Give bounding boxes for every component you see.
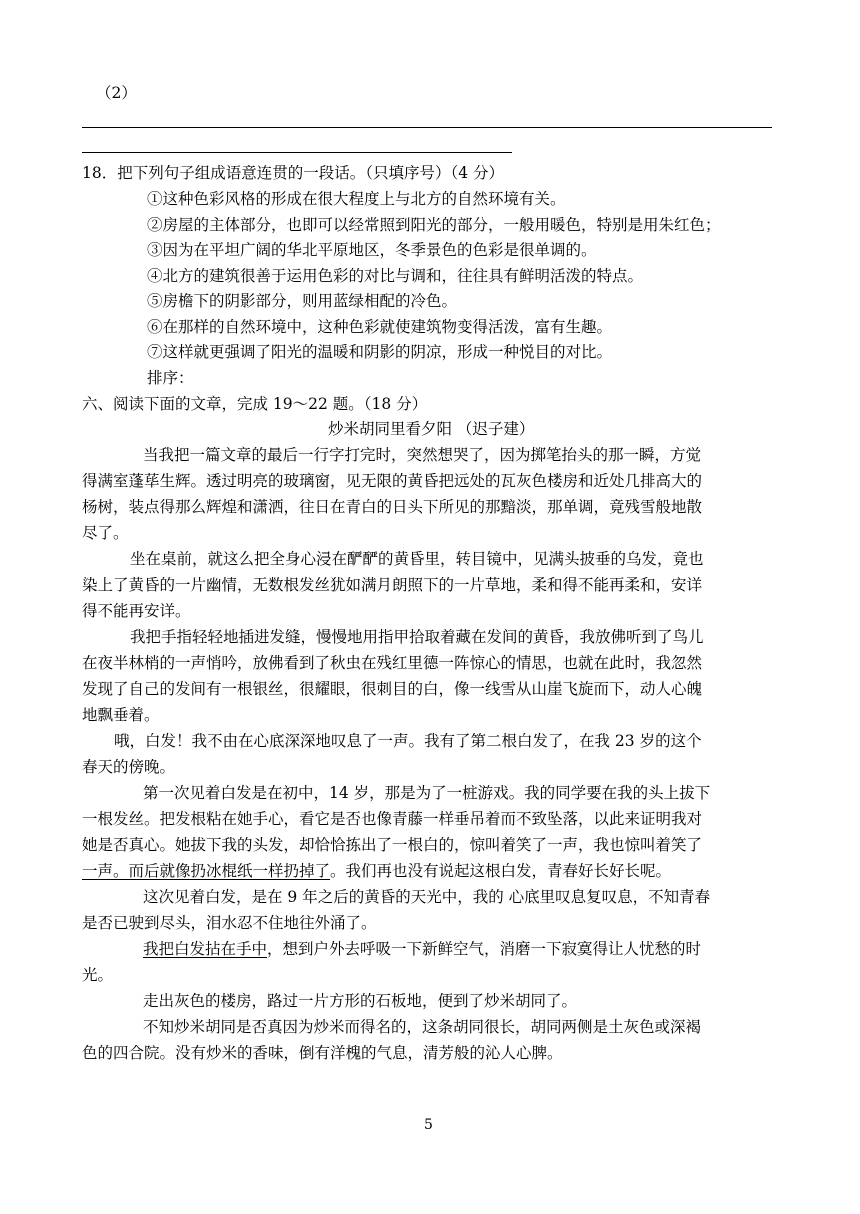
- article-line-rest: ，想到户外去呼吸一下新鲜空气，消磨一下寂寞得让人忧愁的时: [267, 940, 702, 958]
- section-6-heading: 六、阅读下面的文章，完成 19～22 题。（18 分）: [82, 395, 428, 413]
- article-title: 炒米胡同里看夕阳 （迟子建）: [328, 420, 535, 438]
- article-line: 第一次见着白发是在初中，14 岁，那是为了一桩游戏。我的同学要在我的头上拔下: [143, 784, 711, 802]
- sentence-5: ⑤房檐下的阴影部分，则用蓝绿相配的冷色。: [147, 292, 458, 310]
- article-line: 我把手指轻轻地插进发缝，慢慢地用指甲拾取着藏在发间的黄昏，我放佛听到了鸟儿: [130, 628, 704, 646]
- sentence-6: ⑥在那样的自然环境中，这种色彩就使建筑物变得活泼，富有生趣。: [147, 318, 613, 336]
- article-line: 色的四合院。没有炒米的香味，倒有洋槐的气息，清芳般的沁人心脾。: [82, 1044, 563, 1062]
- article-line: 染上了黄昏的一片幽情，无数根发丝犹如满月朗照下的一片草地，柔和得不能再柔和，安详: [82, 576, 703, 594]
- article-line: 这次见着白发，是在 9 年之后的黄昏的天光中，我的 心底里叹息复叹息，不知青春: [143, 888, 711, 906]
- underlined-phrase: 一声。而后就像扔冰棍纸一样扔掉了: [82, 862, 331, 880]
- sentence-4: ④北方的建筑很善于运用色彩的对比与调和，往往具有鲜明活泼的特点。: [147, 267, 644, 285]
- article-line: [82, 861, 671, 881]
- answer-rule-1: [82, 127, 772, 128]
- article-line: 杨树，装点得那么辉煌和潇洒，往日在青白的日头下所见的那黯淡，那单调，竟残雪般地散: [82, 498, 703, 516]
- article-line: 她是否真心。她拔下我的头发，却恰恰拣出了一根白的，惊叫着笑了一声，我也惊叫着笑了: [82, 836, 703, 854]
- article-line: 不知炒米胡同是否真因为炒米而得名的，这条胡同很长，胡同两侧是土灰色或深褐: [143, 1018, 702, 1036]
- question-18-heading: 18．把下列句子组成语意连贯的一段话。（只填序号）（4 分）: [82, 164, 505, 182]
- article-line-rest: 。我们再也没有说起这根白发，青春好长好长呢。: [330, 862, 672, 880]
- article-line: 当我把一篇文章的最后一行字打完时，突然想哭了，因为掷笔抬头的那一瞬，方觉: [143, 446, 702, 464]
- sentence-3: ③因为在平坦广阔的华北平原地区，冬季景色的色彩是很单调的。: [147, 241, 597, 259]
- article-line: 得满室蓬荜生辉。透过明亮的玻璃窗，见无限的黄昏把远处的瓦灰色楼房和近处几排高大的: [82, 472, 703, 490]
- article-line: 光。: [82, 966, 114, 984]
- page-number: 5: [424, 1117, 433, 1133]
- article-line: 一根发丝。把发根粘在她手心，看它是否也像青藤一样垂吊着而不致坠落，以此来证明我对: [82, 810, 703, 828]
- article-line: 春天的傍晚。: [82, 758, 176, 776]
- article-line: [143, 939, 701, 959]
- order-label: 排序：: [147, 369, 194, 387]
- article-line: 发现了自己的发间有一根银丝，很耀眼，很刺目的白，像一线雪从山崖飞旋而下，动人心魄: [82, 680, 703, 698]
- article-line: 地飘垂着。: [82, 706, 160, 724]
- article-line: 坐在桌前，就这么把全身心浸在酽酽的黄昏里，转目镜中，见满头披垂的乌发，竟也: [130, 550, 704, 568]
- q17-part2-label: （2）: [96, 84, 137, 102]
- article-line: 得不能再安详。: [82, 602, 191, 620]
- article-line: 尽了。: [82, 524, 129, 542]
- article-line: 是否已驶到尽头，泪水忍不住地往外涌了。: [82, 914, 377, 932]
- sentence-2: ②房屋的主体部分，也即可以经常照到阳光的部分，一般用暖色，特别是用朱红色；: [147, 216, 721, 234]
- article-line: 哦，白发！我不由在心底深深地叹息了一声。我有了第二根白发了，在我 23 岁的这个: [114, 732, 702, 750]
- article-line: 在夜半林梢的一声悄吟，放佛看到了秋虫在残红里德一阵惊心的情思，也就在此时，我忽然: [82, 654, 703, 672]
- sentence-1: ①这种色彩风格的形成在很大程度上与北方的自然环境有关。: [147, 190, 566, 208]
- answer-rule-2: [82, 152, 512, 153]
- sentence-7: ⑦这样就更强调了阳光的温暖和阴影的阴凉，形成一种悦目的对比。: [147, 343, 613, 361]
- underlined-phrase: 我把白发拈在手中: [143, 940, 268, 958]
- article-line: 走出灰色的楼房，路过一片方形的石板地，便到了炒米胡同了。: [143, 992, 578, 1010]
